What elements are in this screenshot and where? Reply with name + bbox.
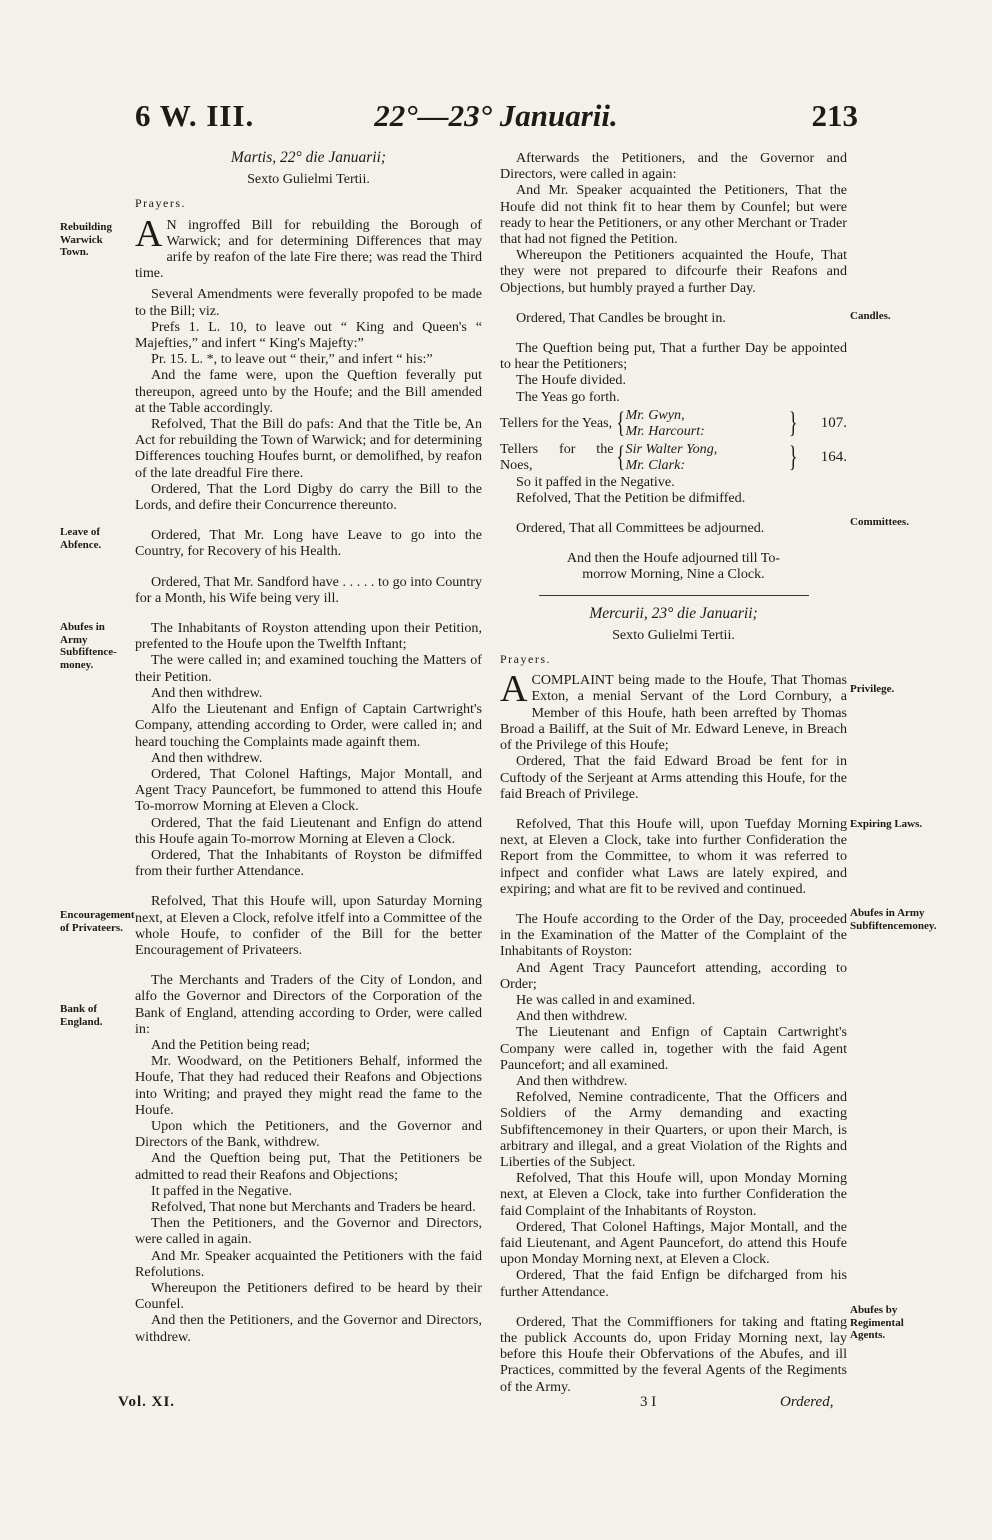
none-but-text: Refolved, That none but Merchants and Traders be heard. [151,1198,476,1215]
tuesday-text: Refolved, That this Houfe will, upon Tuefday Morning next, at Eleven a Clock, take into further Confideration the Report from the Committee, to whom it was referred to infpect and confider what Laws are lately expired, and expiring; and what are fit to be revived and continued. [500,815,847,897]
petition-read-text: And the Petition being read; [151,1036,310,1053]
prayers-heading: Prayers. [135,196,186,211]
agreed-text: And the fame were, upon the Queftion feverally put thereupon, agreed unto by the Houfe; and the Bill amended at the Table accordingly. [135,367,482,416]
nemine-text: Refolved, Nemine contradicente, That the Officers and Soldiers of the Army demanding and exacting Subfiftencemoney in their Quarters, or upon their March, is arbitrary and illegal, and a great Violation of the Rights and Liberties of the Subject. [500,1089,847,1170]
hastings-text: Ordered, That Colonel Haftings, Major Montall, and Agent Tracy Pauncefort, be fummoned to attend this Houfe To-morrow Morning at Eleven a Clock. [135,765,482,815]
teller-name: Sir Walter Yong, [625,441,718,458]
yeas-count: 107. [820,414,847,431]
withdrew-text-1: And then withdrew. [151,684,263,701]
committees-adjourned-text: Ordered, That all Committees be adjourned. [516,520,765,537]
right-column [500,150,847,1395]
lieutenant-text: Alfo the Lieutenant and Enfign of Captain Cartwright's Company, attending according to Order, were called in; and heard touching the Complaints made againft them. [135,701,482,750]
prayers-heading: Prayers. [500,652,551,667]
examined-text: He was called in and examined. [516,991,696,1008]
margin-note-bank: Bank of England. [60,1003,103,1028]
question-day-text: The Queftion being put, That a further Day be appointed to hear the Petitioners; [500,340,847,373]
press1-text: Prefs 1. L. 10, to leave out “ King and Queen's “ Majefties,” and infert “ King's Majefty:” [135,318,482,352]
house-adjourned-text: And then the Houfe adjourned till To-morrow Morning, Nine a Clock. [566,550,781,583]
cartwright-text: The Lieutenant and Enfign of Captain Cartwright's Company were called in, together with the faid Agent Pauncefort; and all examined. [500,1024,847,1073]
order-of-day-text: The Houfe according to the Order of the Day, proceeded in the Examination of the Matter of the Complaint of the Inhabitants of Royston: [500,910,847,960]
merchants-text: The Merchants and Traders of the City of London, and alfo the Governor and Directors of the Corporation of the Bank of England, attending according to Order, were called in: [135,972,482,1037]
regnal-year: 6 W. III. [135,98,255,133]
digby-text: Ordered, That the Lord Digby do carry the Bill to the Lords, and defire their Concurrence thereunto. [135,480,482,514]
withdrew-text-4: And then withdrew. [516,1008,628,1025]
speaker-text: And Mr. Speaker acquainted the Petitioners with the faid Refolutions. [135,1247,482,1280]
leave-long-text: Ordered, That Mr. Long have Leave to go into the Country, for Recovery of his Health. [135,527,482,560]
dismiss-royston-text: Ordered, That the Inhabitants of Royston be difmiffed from their further Attendance. [135,846,482,880]
margin-note-committees: Committees. [850,516,909,528]
margin-note-candles: Candles. [850,310,891,322]
regnal-subheading: Sexto Gulielmi Tertii. [612,626,735,643]
section-divider [539,595,809,596]
tellers-yeas: Tellers for the Yeas, { Mr. Gwyn, Mr. Harcourt: } 107. [500,406,847,440]
press15-text: Pr. 15. L. *, to leave out “ their,” and infert “ his:” [151,351,433,368]
teller-name: Mr. Clark: [625,457,686,474]
upon-which-text: Upon which the Petitioners, and the Governor and Directors of the Bank, withdrew. [135,1117,482,1151]
warwick-bill-text: N ingroffed Bill for rebuilding the Borough of Warwick; and for determining Differences that may arife by reafon of the late Fire there; was read the Third time. [135,216,482,282]
royston-text-2: The were called in; and examined touching the Matters of their Petition. [135,652,482,685]
drop-cap: A [500,668,528,711]
afterwards-text: Afterwards the Petitioners, and the Governor and Directors, were called in again: [500,150,847,183]
regnal-subheading: Sexto Gulielmi Tertii. [247,171,370,188]
page-number: 213 [811,98,858,133]
volume-footer: Vol. XI. [118,1394,176,1410]
teller-name: Mr. Gwyn, [625,406,685,423]
question-text: And the Queftion being put, That the Petitioners be admitted to read their Reafons and Objections; [135,1150,482,1183]
whereupon-text: Whereupon the Petitioners acquainted the Houfe, That they were not prepared to difcourfe their Reafons and Objections, but humbly prayed a further Day. [500,247,847,296]
petition-dismissed-text: Refolved, That the Petition be difmiffed. [516,489,746,506]
candles-text: Ordered, That Candles be brought in. [516,309,726,326]
teller-name: Mr. Harcourt: [625,423,705,440]
divided-text: The Houfe divided. [516,372,626,389]
speaker-counsel-text: And Mr. Speaker acquainted the Petitioners, That the Houfe did not think fit to hear them by Counfel; but were ready to hear the Petitioners, or any other Merchant or Trader that had not figned the Petition. [500,182,847,248]
complaint-text: COMPLAINT being made to the Houfe, That Thomas Exton, a menial Servant of the Lord Cornbury, a Member of this Houfe, hath been arrefted by Thomas Broad a Bailiff, at the Suit of Mr. Edward Leneve, in Breach of the Privilege of this Houfe; [500,672,847,754]
margin-note-abuses-subsistence: Abufes in Army Subfiftencemoney. [850,907,937,932]
margin-note-rebuilding: Rebuilding Warwick Town. [60,221,112,258]
agent-attending-text: And Agent Tracy Pauncefort attending, according to Order; [500,959,847,992]
catchword: Ordered, [780,1394,834,1410]
day-heading-22: Martis, 22° die Januarii; [230,149,387,166]
noes-count: 164. [820,449,847,466]
drop-cap: A [135,212,163,255]
commissioners-text: Ordered, That the Commiffioners for taking and ftating the publick Accounts do, upon Friday Morning next, lay before this Houfe their Obfervations of the Abufes, and ill Practices, committed by the feveral Agents of the Regiments of the Army. [500,1313,847,1395]
privateers-text: Refolved, That this Houfe will, upon Saturday Morning next, at Eleven a Clock, refolve itfelf into a Committee of the whole Houfe, to confider of the Bill for the better Encouragement of Privateers. [135,893,482,958]
withdrew-text-5: And then withdrew. [516,1072,628,1089]
margin-note-privateers: Encouragement of Privateers. [60,909,135,934]
margin-note-leave: Leave of Abfence. [60,526,102,551]
lieutenant-attend-text: Ordered, That the faid Lieutenant and Enfign do attend this Houfe again To-morrow Morning at Eleven a Clock. [135,814,482,847]
counsel-text: Whereupon the Petitioners defired to be heard by their Counfel. [135,1280,482,1313]
monday-text: Refolved, That this Houfe will, upon Monday Morning next, at Eleven a Clock, take into further Confideration the faid Complaint of the Inhabitants of Royston. [500,1170,847,1219]
yeas-forth-text: The Yeas go forth. [516,388,620,405]
withdrew-text-2: And then withdrew. [151,749,263,766]
broad-custody-text: Ordered, That the faid Edward Broad be fent for in Cuftody of the Serjeant at Arms attending this Houfe, for the faid Breach of Privilege. [500,753,847,802]
tellers-yeas-label: Tellers for the Yeas, [500,414,613,431]
hastings-attend-text: Ordered, That Colonel Haftings, Major Montall, and the faid Lieutenant, and Agent Pauncefort, do attend this Houfe upon Monday Morning next, at Eleven a Clock. [500,1218,847,1268]
amendments-text: Several Amendments were feverally propofed to be made to the Bill; viz. [135,286,482,319]
margin-note-agents: Abufes by Regimental Agents. [850,1304,904,1341]
called-again-text: Then the Petitioners, and the Governor and Directors, were called in again. [135,1215,482,1248]
withdrew-text-3: And then the Petitioners, and the Governor and Directors, withdrew. [135,1312,482,1345]
signature-mark: 3 I [640,1394,657,1410]
margin-note-privilege: Privilege. [850,683,895,695]
tellers-noes-label: Tellers for the Noes, [500,441,614,474]
margin-note-expiring: Expiring Laws. [850,818,923,830]
leave-sandford-text: Ordered, That Mr. Sandford have . . . . . to go into Country for a Month, his Wife being very ill. [135,573,482,606]
left-column [135,150,482,1345]
tellers-noes: Tellers for the Noes, { Sir Walter Yong, Mr. Clark: } 164. [500,440,847,474]
royston-text-1: The Inhabitants of Royston attending upon their Petition, prefented to the Houfe upon the Twelfth Inftant; [135,620,482,653]
ensign-discharged-text: Ordered, That the faid Enfign be difcharged from his further Attendance. [500,1267,847,1300]
woodward-text: Mr. Woodward, on the Petitioners Behalf, informed the Houfe, That they had reduced their Reafons and Objections into Writing; and prayed they might read the fame to the Houfe. [135,1053,482,1118]
day-heading-23: Mercurii, 23° die Januarii; [589,604,758,622]
negative-text: It paffed in the Negative. [151,1182,293,1199]
so-passed-text: So it paffed in the Negative. [516,473,675,490]
margin-note-abuses-army: Abufes in Army Subfiftence-money. [60,621,117,671]
resolved-pass-text: Refolved, That the Bill do pafs: And that the Title be, An Act for rebuilding the Town of Warwick; and for determining Differences touching Houfes burnt, or demolifhed, by reafon of the late dreadful Fire there. [135,416,482,481]
date-heading: 22°—23° Januarii. [374,98,618,133]
